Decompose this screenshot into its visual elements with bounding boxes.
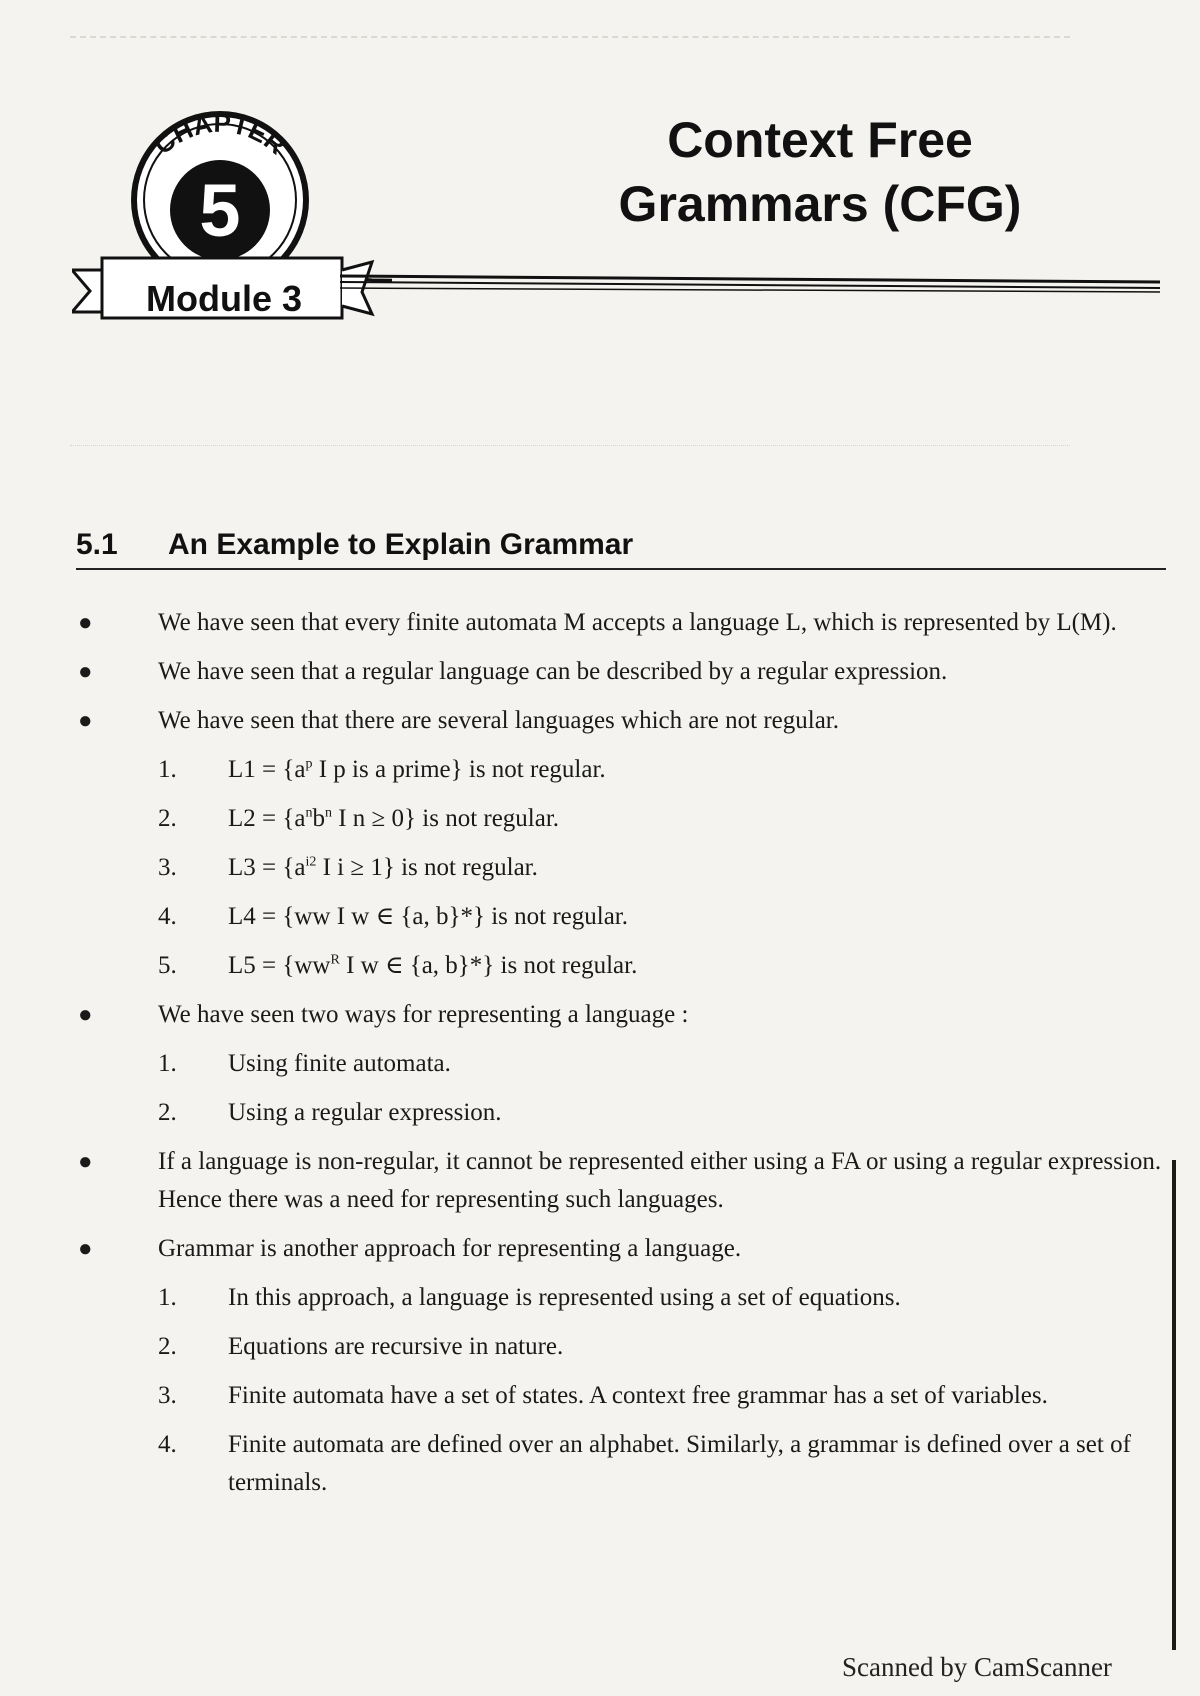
grammar-item: 1. In this approach, a language is represented using a set of equations. [158, 1284, 901, 1311]
bullet-text: We have seen that there are several languages which are not regular. [158, 707, 839, 734]
banner-streamer [340, 270, 1170, 294]
bullet-text: Grammar is another approach for representing a language. [158, 1235, 742, 1262]
bullet-text: We have seen that every finite automata M accepts a language L, which is represented by L(M). [158, 609, 1117, 636]
bullet-item [76, 1230, 1166, 1268]
nonregular-item: 2. $L2 = \{a^nb^n$ I n ≥ 0} is not regular. [158, 805, 560, 832]
section-divider [76, 568, 1166, 570]
bullet-item [76, 653, 1166, 691]
section-title: An Example to Explain Grammar [168, 528, 634, 561]
section-heading [76, 528, 1166, 562]
section-body [76, 604, 1166, 1513]
way-item: 1. Using finite automata. [158, 1050, 451, 1077]
bullet-item [76, 996, 1166, 1034]
nonregular-item: 5. $L5 = \{ww^R$ I w ∈ {a, b}*} is not regular. [158, 952, 638, 979]
page-edge-rule [1172, 1160, 1176, 1650]
bullet-text: If a language is non-regular, it cannot be represented either using a FA or using a regular expression. Hence there was a need for representing such languages. [158, 1148, 1162, 1213]
bullet-item [76, 604, 1166, 642]
nonregular-item: 3. $L3 = \{a^{i2}$ I i ≥ 1} is not regular. [158, 854, 538, 881]
grammar-item: 3. Finite automata have a set of states. A context free grammar has a set of variables. [158, 1382, 1048, 1409]
chapter-title-line2: Grammars (CFG) [618, 176, 1022, 232]
bullet-dot: ● [78, 1002, 93, 1028]
module-label: Module 3 [145, 278, 302, 319]
bullet-dot: ● [78, 1149, 93, 1175]
nonregular-item: 4. L4 = {ww I w ∈ {a, b}*} is not regular. [158, 903, 628, 930]
chapter-number: 5 [199, 169, 241, 252]
bullet-dot: ● [78, 610, 93, 636]
nonregular-item: 1. $L1 = \{a^p$ I p is a prime} is not regular. [158, 756, 606, 783]
way-item: 2. Using a regular expression. [158, 1099, 502, 1126]
bullet-item [76, 1143, 1166, 1219]
section-number: 5.1 [76, 528, 118, 561]
bullet-dot: ● [78, 708, 93, 734]
grammar-item: 4. Finite automata are defined over an alphabet. Similarly, a grammar is defined over a set of terminals. [158, 1431, 1131, 1496]
bullet-dot: ● [78, 1236, 93, 1262]
bullet-item [76, 702, 1166, 740]
bullet-text: We have seen that a regular language can be described by a regular expression. [158, 658, 948, 685]
grammar-item: 2. Equations are recursive in nature. [158, 1333, 564, 1360]
scan-artifact-line [70, 445, 1070, 446]
scanner-watermark: Scanned by CamScanner [842, 1652, 1112, 1682]
chapter-title [560, 108, 1080, 236]
bullet-dot: ● [78, 659, 93, 685]
chapter-arc-label: CHAPTER [148, 107, 292, 161]
bullet-text: We have seen two ways for representing a language : [158, 1001, 689, 1028]
scan-artifact-top [70, 6, 1070, 38]
chapter-title-line1: Context Free [667, 112, 973, 168]
